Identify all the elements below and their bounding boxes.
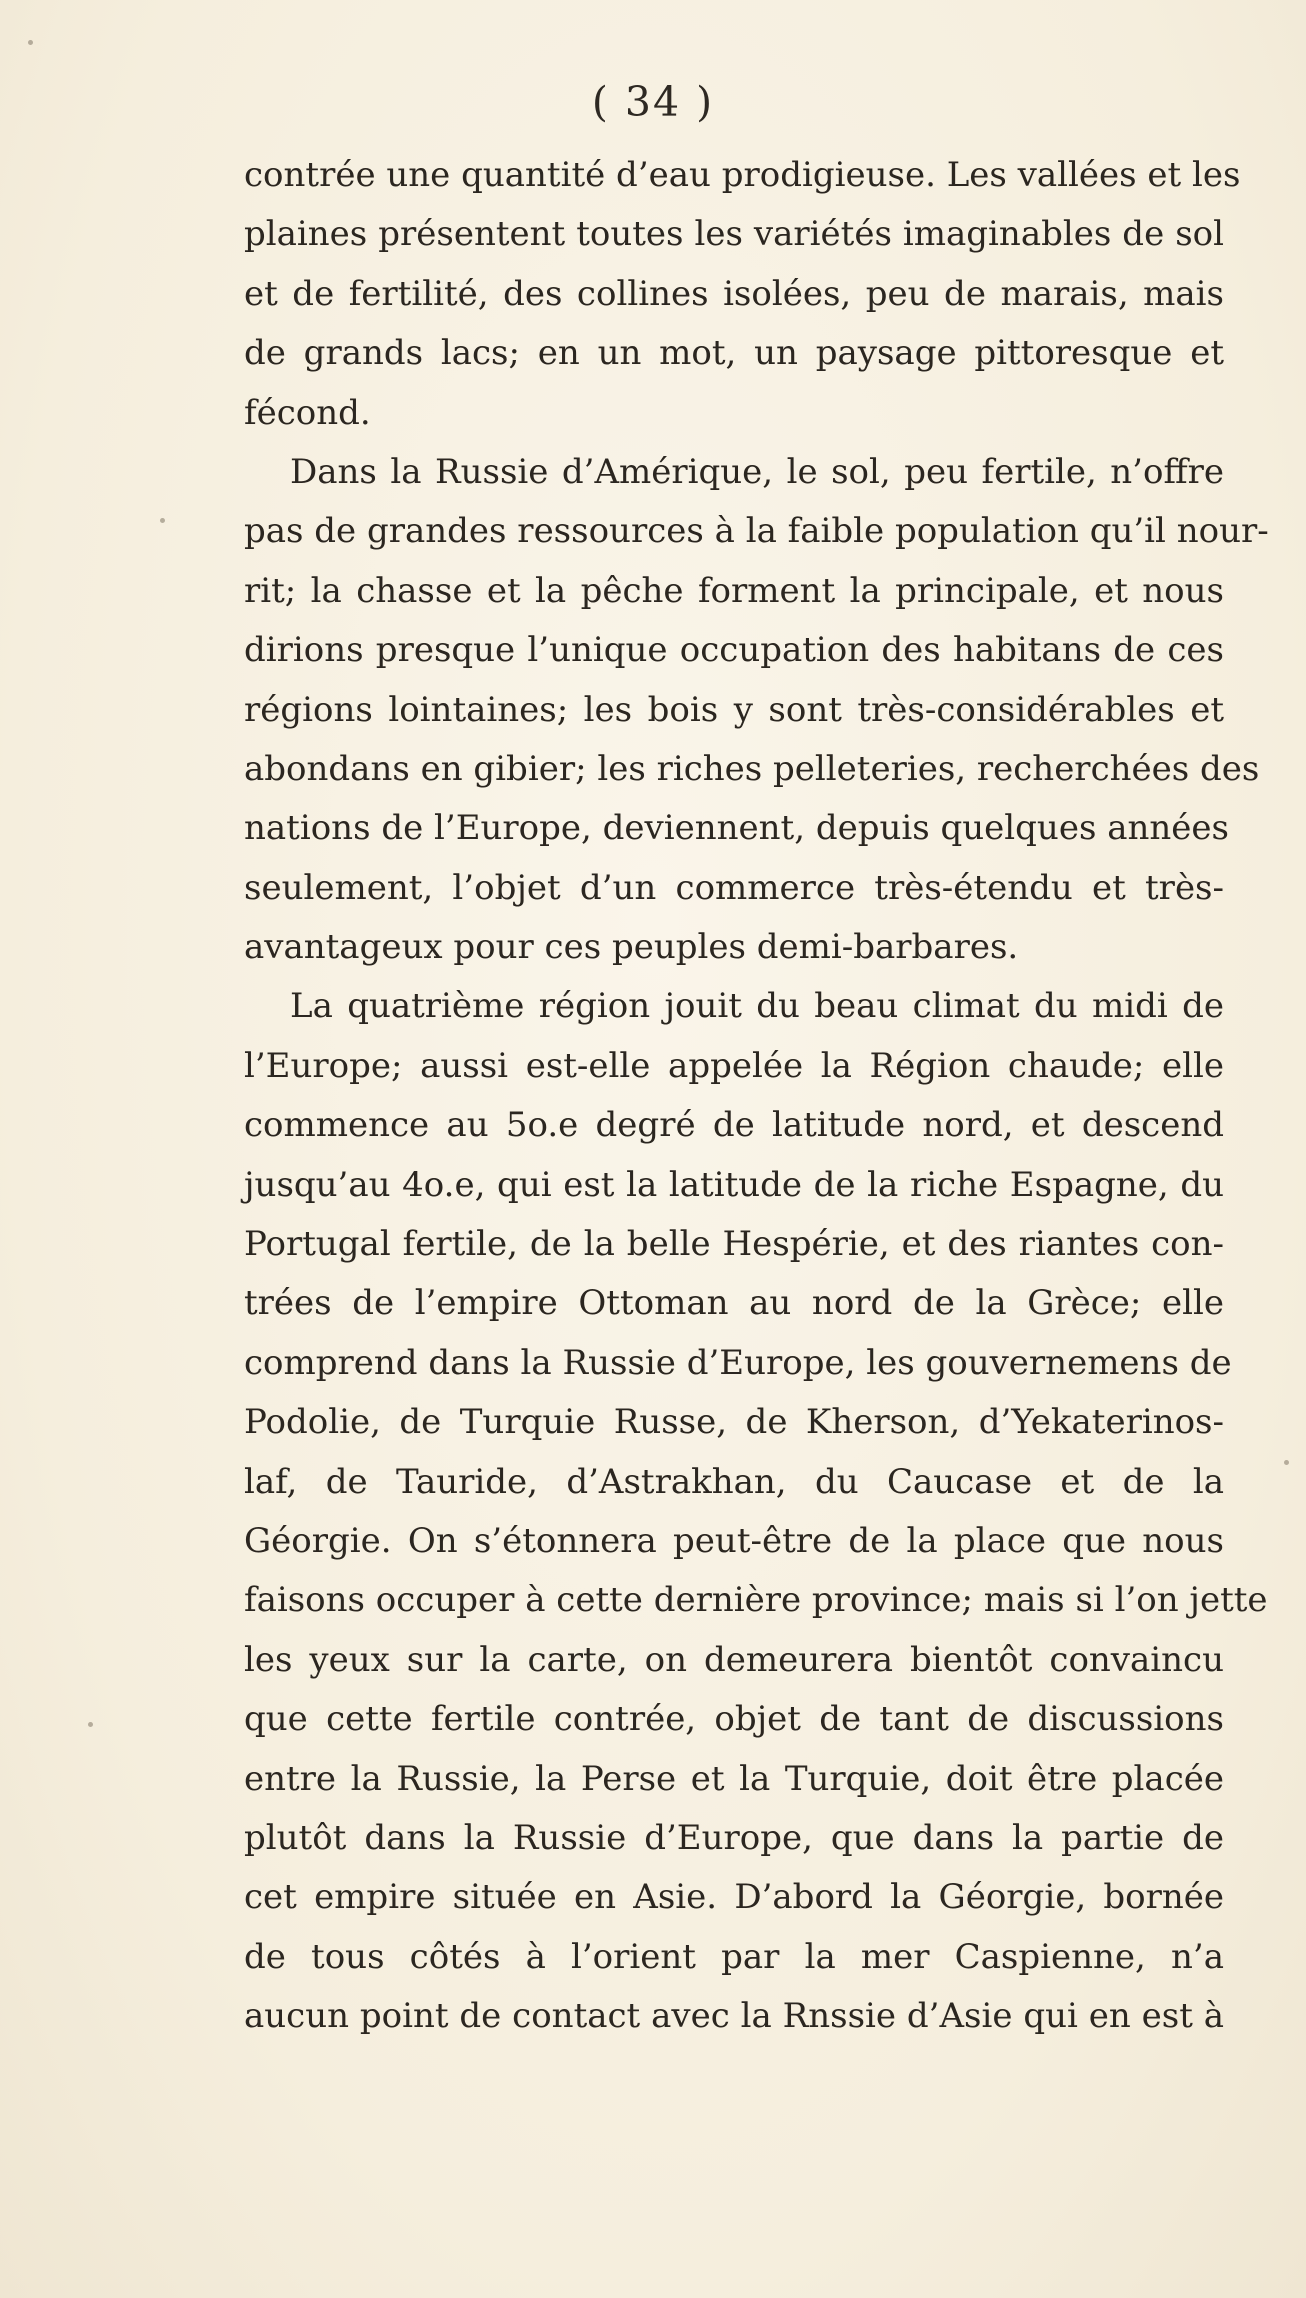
text-line: avantageux pour ces peuples demi-barbares.	[244, 927, 1019, 968]
text-line: seulement, l’objet d’un commerce très-étendu et très-	[244, 867, 1224, 908]
text-line: contrée une quantité d’eau prodigieuse. Les vallées et les	[244, 155, 1241, 195]
text-line: Portugal fertile, de la belle Hespérie, et des riantes con-	[244, 1224, 1224, 1265]
text-line: de tous côtés à l’orient par la mer Caspienne, n’a	[244, 1936, 1224, 1977]
text-line: jusqu’au 4o.e, qui est la latitude de la riche Espagne, du	[244, 1164, 1224, 1205]
paper-speck	[28, 40, 33, 45]
text-line: La quatrième région jouit du beau climat du midi de	[290, 986, 1224, 1027]
text-line: plutôt dans la Russie d’Europe, que dans la partie de	[244, 1817, 1224, 1858]
text-line: Dans la Russie d’Amérique, le sol, peu fertile, n’offre	[290, 451, 1224, 492]
text-line: fécond.	[244, 392, 371, 433]
text-line: les yeux sur la carte, on demeurera bientôt convaincu	[244, 1639, 1224, 1680]
text-line: cet empire située en Asie. D’abord la Géorgie, bornée	[244, 1877, 1224, 1918]
text-line: plaines présentent toutes les variétés imaginables de sol	[244, 214, 1224, 255]
paper-speck	[88, 1722, 93, 1727]
paper-speck	[160, 518, 165, 523]
text-line: aucun point de contact avec la Rnssie d’Asie qui en est à	[244, 1996, 1224, 2037]
text-line: faisons occuper à cette dernière province; mais si l’on jette	[244, 1580, 1268, 1621]
text-line: commence au 5o.e degré de latitude nord, et descend	[244, 1105, 1224, 1146]
text-line: et de fertilité, des collines isolées, peu de marais, mais	[244, 273, 1224, 314]
text-line: Podolie, de Turquie Russe, de Kherson, d’Yekaterinos-	[244, 1402, 1224, 1443]
text-line: entre la Russie, la Perse et la Turquie, doit être placée	[244, 1758, 1224, 1799]
body-text	[244, 146, 1269, 2047]
text-line: nations de l’Europe, deviennent, depuis quelques années	[244, 808, 1229, 849]
text-line: que cette fertile contrée, objet de tant de discussions	[244, 1699, 1224, 1740]
text-line: régions lointaines; les bois y sont très-considérables et	[244, 689, 1224, 730]
text-line: Géorgie. On s’étonnera peut-être de la place que nous	[244, 1520, 1224, 1561]
text-line: comprend dans la Russie d’Europe, les gouvernemens de	[244, 1342, 1232, 1383]
text-line: dirions presque l’unique occupation des habitans de ces	[244, 630, 1224, 671]
text-line: rit; la chasse et la pêche forment la principale, et nous	[244, 570, 1224, 611]
page-number: ( 34 )	[591, 78, 715, 126]
text-line: pas de grandes ressources à la faible population qu’il nour-	[244, 511, 1269, 552]
text-line: l’Europe; aussi est-elle appelée la Région chaude; elle	[244, 1045, 1224, 1086]
text-line: abondans en gibier; les riches pelleteries, recherchées des	[244, 748, 1260, 789]
text-line: trées de l’empire Ottoman au nord de la Grèce; elle	[244, 1283, 1224, 1324]
text-line: de grands lacs; en un mot, un paysage pittoresque et	[244, 333, 1224, 374]
text-line: laf, de Tauride, d’Astrakhan, du Caucase et de la	[244, 1461, 1224, 1502]
paper-speck	[1284, 1460, 1289, 1465]
